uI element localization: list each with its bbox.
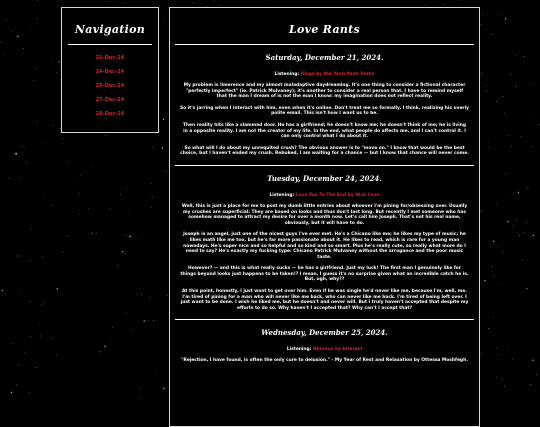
star: [505, 18, 506, 19]
star: [13, 343, 14, 344]
star: [138, 398, 139, 399]
star: [53, 125, 54, 126]
entry-24-dec: [170, 174, 479, 321]
star: [489, 147, 490, 148]
song-link[interactable]: Nervous by Interpol: [313, 347, 362, 352]
star: [11, 392, 12, 393]
star: [497, 348, 498, 349]
star: [526, 288, 527, 289]
star: [15, 153, 17, 155]
star: [507, 350, 508, 351]
nav-link-25-dec[interactable]: 25-Dec-24: [62, 79, 158, 93]
star: [20, 177, 21, 178]
star: [29, 392, 30, 393]
listening-line: [180, 347, 469, 352]
nav-link-27-dec[interactable]: 27-Dec-24: [62, 93, 158, 107]
star: [99, 351, 100, 352]
star: [493, 317, 494, 318]
star: [501, 283, 502, 284]
star: [152, 197, 153, 198]
star: [151, 207, 152, 208]
star: [96, 233, 97, 234]
entry-paragraph: Joseph is an angel, just one of the nicest guys I've ever met. He's a Chicano like me; he likes my type of music; he likes math like me too, but he's far more passionate about it. He likes to read, which is rare for a young man nowadays. He's super nice and so helpful and so kind and so smart. Plus he's really cute, so really what more do I need to say? He's exactly my fucking type: Chicano Patrick Mulvaney without the arrogance and the poor music taste.: [180, 232, 469, 260]
star: [30, 336, 31, 337]
star: [524, 232, 525, 233]
star: [141, 294, 142, 295]
star: [496, 205, 497, 206]
star: [488, 328, 489, 329]
star: [19, 293, 20, 294]
star: [52, 57, 53, 58]
star: [23, 48, 24, 49]
star: [24, 147, 25, 148]
star: [523, 56, 524, 57]
entry-21-dec: [170, 53, 479, 166]
star: [504, 386, 505, 387]
listening-line: [180, 193, 469, 198]
star: [104, 345, 106, 347]
nav-link-21-dec[interactable]: 21-Dec-24: [62, 51, 158, 65]
star: [481, 24, 482, 25]
star: [497, 354, 498, 355]
star: [530, 384, 531, 385]
star: [518, 192, 519, 193]
star: [162, 147, 163, 148]
star: [515, 86, 516, 87]
star: [459, 1, 460, 2]
entry-date: Saturday, December 21, 2024.: [180, 53, 469, 62]
star: [511, 146, 512, 147]
star: [17, 255, 18, 256]
star: [510, 74, 511, 75]
star: [9, 178, 10, 179]
star: [486, 91, 487, 92]
nav-link-24-dec[interactable]: 24-Dec-24: [62, 65, 158, 79]
star: [1, 42, 2, 43]
star: [531, 84, 532, 85]
star: [510, 198, 511, 199]
entry-divider: [175, 165, 474, 166]
title-divider: [175, 44, 474, 45]
star: [512, 359, 513, 360]
star: [151, 183, 152, 184]
star: [137, 294, 138, 295]
star: [481, 211, 482, 212]
star: [51, 205, 52, 206]
entry-paragraph: Then reality hits like a slammed door. He has a girlfriend; he doesn't know me; he doesn't think of me; he is living in a opposite reality. I am not the creator of my life. In the end, what people do affects me, and I can't control it. I can only control what I do about it.: [180, 123, 469, 140]
star: [18, 365, 19, 366]
star: [163, 119, 164, 120]
star: [110, 208, 111, 209]
star: [163, 388, 164, 389]
star: [506, 173, 507, 174]
star: [444, 4, 445, 5]
entry-paragraph: So it's jarring when I interact with him, even when it's online. Don't treat me so formally, I think, realizing his overly polite email. This isn't how I want us to be.: [180, 106, 469, 117]
song-link[interactable]: Love You To The End by Nick Cave: [296, 193, 380, 198]
star: [30, 227, 31, 228]
listening-label: Listening:: [275, 72, 300, 77]
star: [118, 265, 119, 266]
star: [62, 139, 63, 140]
star: [504, 113, 505, 114]
star: [167, 295, 168, 296]
star: [219, 5, 220, 6]
star: [67, 235, 68, 236]
star: [44, 302, 45, 303]
star: [33, 80, 34, 81]
star: [164, 20, 165, 21]
star: [499, 14, 500, 15]
star: [16, 385, 17, 386]
star: [129, 236, 131, 238]
star: [126, 235, 127, 236]
star: [499, 246, 500, 247]
star: [126, 188, 127, 189]
star: [132, 329, 133, 330]
star: [59, 61, 60, 62]
page-title: Love Rants: [170, 23, 479, 36]
nav-link-28-dec[interactable]: 28-Dec-24: [62, 107, 158, 121]
entry-paragraph: So what will I do about my unrequited crush? The obvious answer is to "move on." I know that would be the best choice, but I haven't ended my crush. Rebuked, I am waiting for a chance — but I know that chance will never come.: [180, 146, 469, 157]
star: [40, 336, 41, 337]
entry-paragraph: "Rejection, I have found, is often the only cure to delusion." - My Year of Rest and Relaxation by Ottessa Moshfegh.: [180, 358, 469, 364]
star: [528, 188, 529, 189]
star: [79, 193, 80, 194]
entry-paragraph: Well, this is just a place for me to post my dumb little entries about whoever I'm pining for/obsessing over. Usually my crushes are superficial: They are based on looks and thus don't last long. But recently I met someone who has somehow managed to attract my desire for over a month now. Let's call him Joseph. That's not his real name, obviously, but it will have to do.: [180, 204, 469, 226]
star: [17, 36, 18, 37]
main-content-panel[interactable]: [169, 7, 480, 427]
star: [6, 20, 7, 21]
entry-date: Wednesday, December 25, 2024.: [180, 328, 469, 337]
star: [42, 257, 43, 258]
star: [522, 260, 523, 261]
star: [488, 142, 489, 143]
star: [532, 146, 533, 147]
star: [122, 251, 123, 252]
star: [491, 266, 492, 267]
song-link[interactable]: Rings by the Yeah Yeah Yeahs: [301, 72, 375, 77]
star: [493, 241, 494, 242]
star: [503, 96, 504, 97]
navigation-title: Navigation: [62, 23, 158, 36]
star: [91, 233, 92, 234]
entry-paragraph: However? — and this is what really sucks — he has a girlfriend. Just my luck! The first man I genuinely like for things beyond looks just happens to be taken!? I mean, I guess it's no surprise given what an incredible catch he is. But, ugh, why??: [180, 266, 469, 283]
star: [514, 228, 515, 229]
entry-paragraph: My problem is limerence and my almost maladaptive daydreaming. It's one thing to consider a fictional character "perfectly imperfect" (ie. Patrick Mulvaney); it's another to consider a real person that. I have to remind myself that the man I dream of is not the man I know: my imagination does not reflect reality.: [180, 83, 469, 100]
star: [12, 30, 13, 31]
star: [143, 320, 145, 322]
star: [193, 3, 194, 4]
star: [482, 73, 483, 74]
star: [4, 55, 5, 56]
star: [37, 19, 38, 20]
entry-25-dec: [170, 328, 479, 364]
star: [57, 288, 58, 289]
star: [481, 353, 482, 354]
star: [516, 219, 517, 220]
star: [52, 337, 53, 338]
star: [509, 135, 510, 136]
star: [124, 3, 125, 4]
star: [486, 85, 487, 86]
star: [533, 235, 534, 236]
star: [2, 290, 3, 291]
navigation-list: [62, 51, 158, 121]
star: [501, 252, 502, 253]
listening-label: Listening:: [287, 347, 312, 352]
star: [120, 194, 121, 195]
navigation-divider: [68, 44, 152, 45]
star: [213, 1, 214, 2]
star: [153, 147, 154, 148]
star: [25, 352, 26, 353]
star: [482, 14, 483, 15]
star: [140, 389, 141, 390]
star: [166, 171, 167, 172]
star: [153, 320, 154, 321]
star: [502, 379, 503, 380]
star: [91, 167, 92, 168]
navigation-panel: [61, 7, 159, 133]
star: [110, 338, 111, 339]
entry-divider: [175, 319, 474, 320]
star: [128, 212, 129, 213]
star: [492, 34, 493, 35]
star: [35, 68, 36, 69]
star: [106, 135, 107, 136]
star: [30, 229, 31, 230]
star: [520, 136, 521, 137]
star: [30, 260, 31, 261]
star: [22, 146, 23, 147]
star: [88, 208, 89, 209]
entry-date: Tuesday, December 24, 2024.: [180, 174, 469, 183]
star: [532, 120, 533, 121]
star: [31, 29, 32, 30]
entry-paragraph: At this point, honestly, I just want to get over him. Even if he was single he'd never like me, because I'm, well, me. I'm tired of pining for a man who will never like me back, who can never like me back. I'm tired of being left over. I just want to be done. I wish he liked me, but he doesn't and never will. But I truly haven't accepted that despite my efforts to do so. Why haven't I accepted that? Why can't I accept that?: [180, 289, 469, 311]
star: [149, 297, 150, 298]
star: [516, 54, 517, 55]
star: [496, 101, 497, 102]
star: [125, 253, 126, 254]
star: [56, 72, 57, 73]
star: [74, 181, 75, 182]
star: [496, 377, 497, 378]
star: [126, 312, 127, 313]
star: [138, 239, 139, 240]
star: [27, 163, 28, 164]
listening-label: Listening:: [270, 193, 295, 198]
star: [36, 367, 37, 368]
star: [40, 323, 41, 324]
star: [37, 121, 38, 122]
star: [149, 320, 150, 321]
star: [526, 222, 527, 223]
star: [62, 252, 63, 253]
star: [507, 221, 508, 222]
star: [67, 161, 68, 162]
star: [42, 143, 43, 144]
star: [512, 225, 513, 226]
star: [536, 374, 537, 375]
star: [45, 195, 46, 196]
star: [425, 4, 426, 5]
star: [503, 251, 504, 252]
star: [538, 124, 539, 125]
star: [498, 359, 499, 360]
star: [484, 280, 485, 281]
star: [112, 327, 113, 328]
star: [30, 301, 31, 302]
star: [78, 214, 79, 215]
star: [533, 360, 534, 361]
star: [107, 1, 108, 2]
star: [80, 175, 81, 176]
star: [493, 275, 494, 276]
star: [56, 355, 57, 356]
star: [519, 235, 520, 236]
star: [42, 304, 43, 305]
listening-line: [180, 72, 469, 77]
star: [155, 369, 156, 370]
